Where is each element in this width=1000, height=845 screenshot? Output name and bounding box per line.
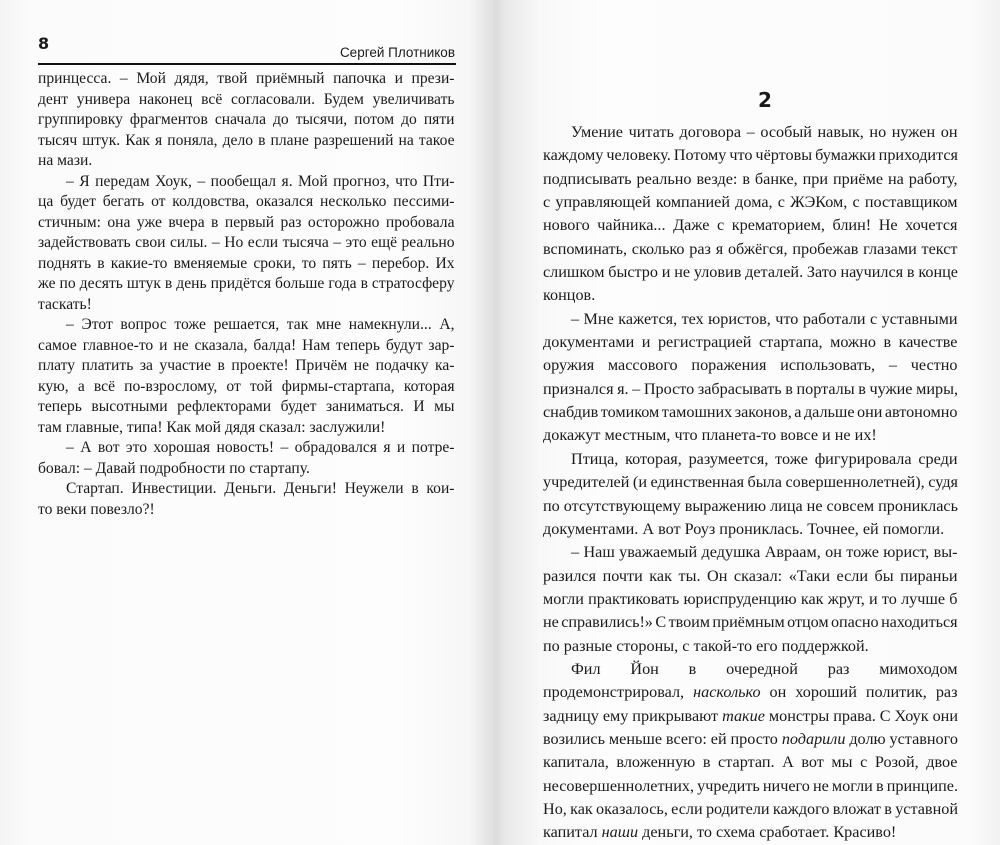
text-line-content: плату платить за участие в проекте! Причём не подачку ка- <box>38 357 455 374</box>
text-line <box>543 238 958 261</box>
text-line <box>543 541 958 564</box>
text-segment: деньги, то схема сработает. Красиво! <box>638 823 897 842</box>
text-line <box>38 192 455 213</box>
text-line-content <box>543 821 896 844</box>
text-line-content: каждому человеку. Потому что чёртовы бумажки приходится <box>543 146 958 165</box>
text-line <box>38 315 455 336</box>
text-line <box>543 284 958 307</box>
text-line <box>38 479 455 500</box>
text-line <box>543 214 958 237</box>
text-line-content: разился почти как ты. Он сказал: «Таки если бы пираньи <box>543 566 958 585</box>
text-line <box>38 131 455 152</box>
text-line-content: стичным: она уже вчера в первый раз осторожно пробовала <box>38 213 455 231</box>
text-line-content: документами. А вот Роуз прониклась. Точнее, ей помогли. <box>543 519 945 538</box>
paragraph <box>38 172 455 316</box>
text-segment: капитал <box>543 823 602 842</box>
paragraph <box>543 121 958 308</box>
text-line-content: кую, а всё по-взрослому, от той фирмы-стартапа, которая <box>38 377 455 395</box>
text-line <box>543 658 958 681</box>
text-segment: монстры права. С Хоук они <box>764 706 958 725</box>
text-line-content: докажут местным, что планета-то вовсе и не их! <box>543 426 877 445</box>
text-line <box>543 821 958 844</box>
text-line-content: бовал: – Давай подробности по стартапу. <box>38 459 310 477</box>
text-line <box>38 90 455 111</box>
text-line-content: по отсутствующему выражению лица не совсем прониклась <box>543 496 958 515</box>
text-line <box>38 233 455 254</box>
text-line <box>543 354 958 377</box>
text-line <box>543 471 958 494</box>
text-line <box>38 397 455 418</box>
text-line <box>543 378 958 401</box>
paragraph <box>38 479 455 520</box>
paragraph <box>543 308 958 448</box>
text-line-content: Умение читать договора – особый навык, но нужен он <box>571 123 958 141</box>
italic-emphasis: наши <box>601 823 639 842</box>
text-line <box>543 611 958 634</box>
text-line <box>543 798 958 821</box>
text-line <box>38 69 455 90</box>
page-number: 8 <box>38 34 50 53</box>
text-line-content: признался я. – Просто забрасывать в порталы в чужие миры, <box>543 379 958 398</box>
text-line <box>38 377 455 398</box>
text-line-content: же по десять штук в день придётся больше года в стратосферу <box>38 275 455 292</box>
paragraph <box>543 541 958 658</box>
text-line <box>543 191 958 214</box>
paragraph <box>543 448 958 541</box>
text-line <box>38 500 455 521</box>
text-line <box>543 681 958 704</box>
text-line-content: – Этот вопрос тоже решается, так мне намекнули... А, <box>66 316 455 333</box>
text-line <box>38 418 455 439</box>
text-line <box>38 336 455 357</box>
text-line <box>543 424 958 447</box>
italic-emphasis: насколько <box>693 683 761 702</box>
text-line-content: нового чайника... Даже с крематорием, блин! Не хочется <box>543 216 958 235</box>
text-line-content: не справились!» С твоим приёмным отцом опасно находиться <box>543 613 958 632</box>
text-line-content: – А вот это хорошая новость! – обрадовался я и потре- <box>66 439 455 456</box>
text-line <box>38 274 455 295</box>
text-line-content <box>543 681 958 704</box>
text-line-content: принцесса. – Мой дядя, твой приёмный папочка и прези- <box>38 70 455 87</box>
text-line-content: Фил Йон в очередной раз мимоходом <box>571 659 958 678</box>
chapter-number: 2 <box>758 88 772 112</box>
text-line <box>543 705 958 728</box>
text-line <box>543 144 958 167</box>
text-line <box>38 213 455 234</box>
text-line <box>38 356 455 377</box>
text-line-content: задействовать свои силы. – Но если тысяча – это ещё реально <box>38 234 455 251</box>
text-line-content: тысяч штук. Как я поняла, дело в плане разрешений на такое <box>38 131 455 149</box>
text-line-content: на мази. <box>38 152 93 169</box>
text-line <box>543 518 958 541</box>
text-line <box>38 254 455 275</box>
text-line-content: дент универа наконец всё согласовали. Будем увеличивать <box>38 90 455 108</box>
text-line <box>38 172 455 193</box>
text-line-content: с управляющей компанией дома, с ЖЭКом, с поставщиком <box>543 193 958 212</box>
text-line-content: слишком быстро и не уловив деталей. Зато научился в конце <box>543 263 958 282</box>
right-page-text <box>543 121 958 845</box>
text-line-content: теперь высотными рефлекторами будет заниматься. И мы <box>38 398 455 415</box>
text-line-content: капитала, вложенную в стартап. А вот мы с Розой, двое <box>543 753 958 772</box>
text-line <box>543 728 958 751</box>
left-page-text <box>38 69 455 520</box>
text-line <box>543 261 958 284</box>
text-line <box>38 110 455 131</box>
text-line-content: по разные стороны, с такой-то его поддержкой. <box>543 636 869 655</box>
text-line-content: самое главное-то и не сказала, балда! Нам теперь будут зар- <box>38 336 455 354</box>
text-line-content: подписывать реально везде: в банке, при приёме на работу, <box>543 169 958 188</box>
paragraph <box>38 438 455 479</box>
text-segment: долю уставного <box>845 729 958 748</box>
text-line <box>543 775 958 798</box>
text-line-content: Стартап. Инвестиции. Деньги. Деньги! Неужели в кои- <box>66 480 455 497</box>
text-line-content: снабдив томиком тамошних законов, а дальше они автономно <box>543 403 958 422</box>
text-line <box>543 401 958 424</box>
text-line <box>543 448 958 471</box>
text-line-content <box>543 705 958 728</box>
text-line <box>543 331 958 354</box>
text-line-content: ца будет бегать от колдовства, оказался несколько пессими- <box>38 193 455 210</box>
text-line-content: там главные, типа! Как мой дядя сказал: заслужили! <box>38 418 386 436</box>
text-line <box>543 751 958 774</box>
text-line-content: учредителей (и единственная была совершеннолетней), судя <box>543 473 958 492</box>
text-line-content: вспоминать, сколько раз я обжёгся, пробежав глазами текст <box>543 239 958 258</box>
text-line <box>38 151 455 172</box>
text-segment: задницу ему прикрывают <box>543 706 723 725</box>
text-segment: возились меньше всего: ей просто <box>543 729 782 748</box>
italic-emphasis: подарили <box>781 729 846 748</box>
text-line-content: несовершеннолетних, учредить ничего не могли в принципе. <box>543 776 958 795</box>
text-line-content: то веки повезло?! <box>38 500 155 518</box>
text-line-content: Но, как оказалось, если родители каждого вложат в уставной <box>543 799 958 818</box>
text-line-content: концов. <box>543 286 596 305</box>
text-line-content: поднять в какие-то вменяемые сроки, то пять – перебор. Их <box>38 254 455 272</box>
text-line <box>543 588 958 611</box>
text-line <box>543 168 958 191</box>
text-segment: продемонстрировал, <box>543 683 694 702</box>
text-line-content: Птица, которая, разумеется, тоже фигурировала среди <box>571 449 958 468</box>
text-line <box>38 459 455 480</box>
text-line-content <box>543 728 958 751</box>
text-line <box>543 565 958 588</box>
italic-emphasis: такие <box>722 706 765 725</box>
text-line-content: документами и регистрацией стартапа, можно в качестве <box>543 333 958 352</box>
text-line-content: – Я передам Хоук, – пообещал я. Мой прогноз, что Пти- <box>66 172 455 190</box>
paragraph <box>38 315 455 438</box>
text-line <box>543 121 958 144</box>
paragraph <box>543 658 958 845</box>
text-line-content: таскать! <box>38 295 92 313</box>
text-segment: он хороший политик, раз <box>760 683 958 702</box>
text-line-content: оружия массового поражения использовать, – честно <box>543 356 958 375</box>
text-line-content: могли практиковать юриспруденцию как жрут, и то лучше б <box>543 589 958 608</box>
text-line <box>543 308 958 331</box>
text-line <box>38 438 455 459</box>
header-rule <box>38 63 456 65</box>
text-line-content: – Наш уважаемый дедушка Авраам, он тоже юрист, вы- <box>571 543 958 562</box>
running-head-author: Сергей Плотников <box>339 45 455 60</box>
text-line <box>543 635 958 658</box>
text-line-content: группировку фрагментов сначала до тысячи, потом до пяти <box>38 111 455 128</box>
paragraph <box>38 69 455 172</box>
text-line <box>38 295 455 316</box>
text-line <box>543 495 958 518</box>
text-line-content: – Мне кажется, тех юристов, что работали с уставными <box>571 309 958 328</box>
